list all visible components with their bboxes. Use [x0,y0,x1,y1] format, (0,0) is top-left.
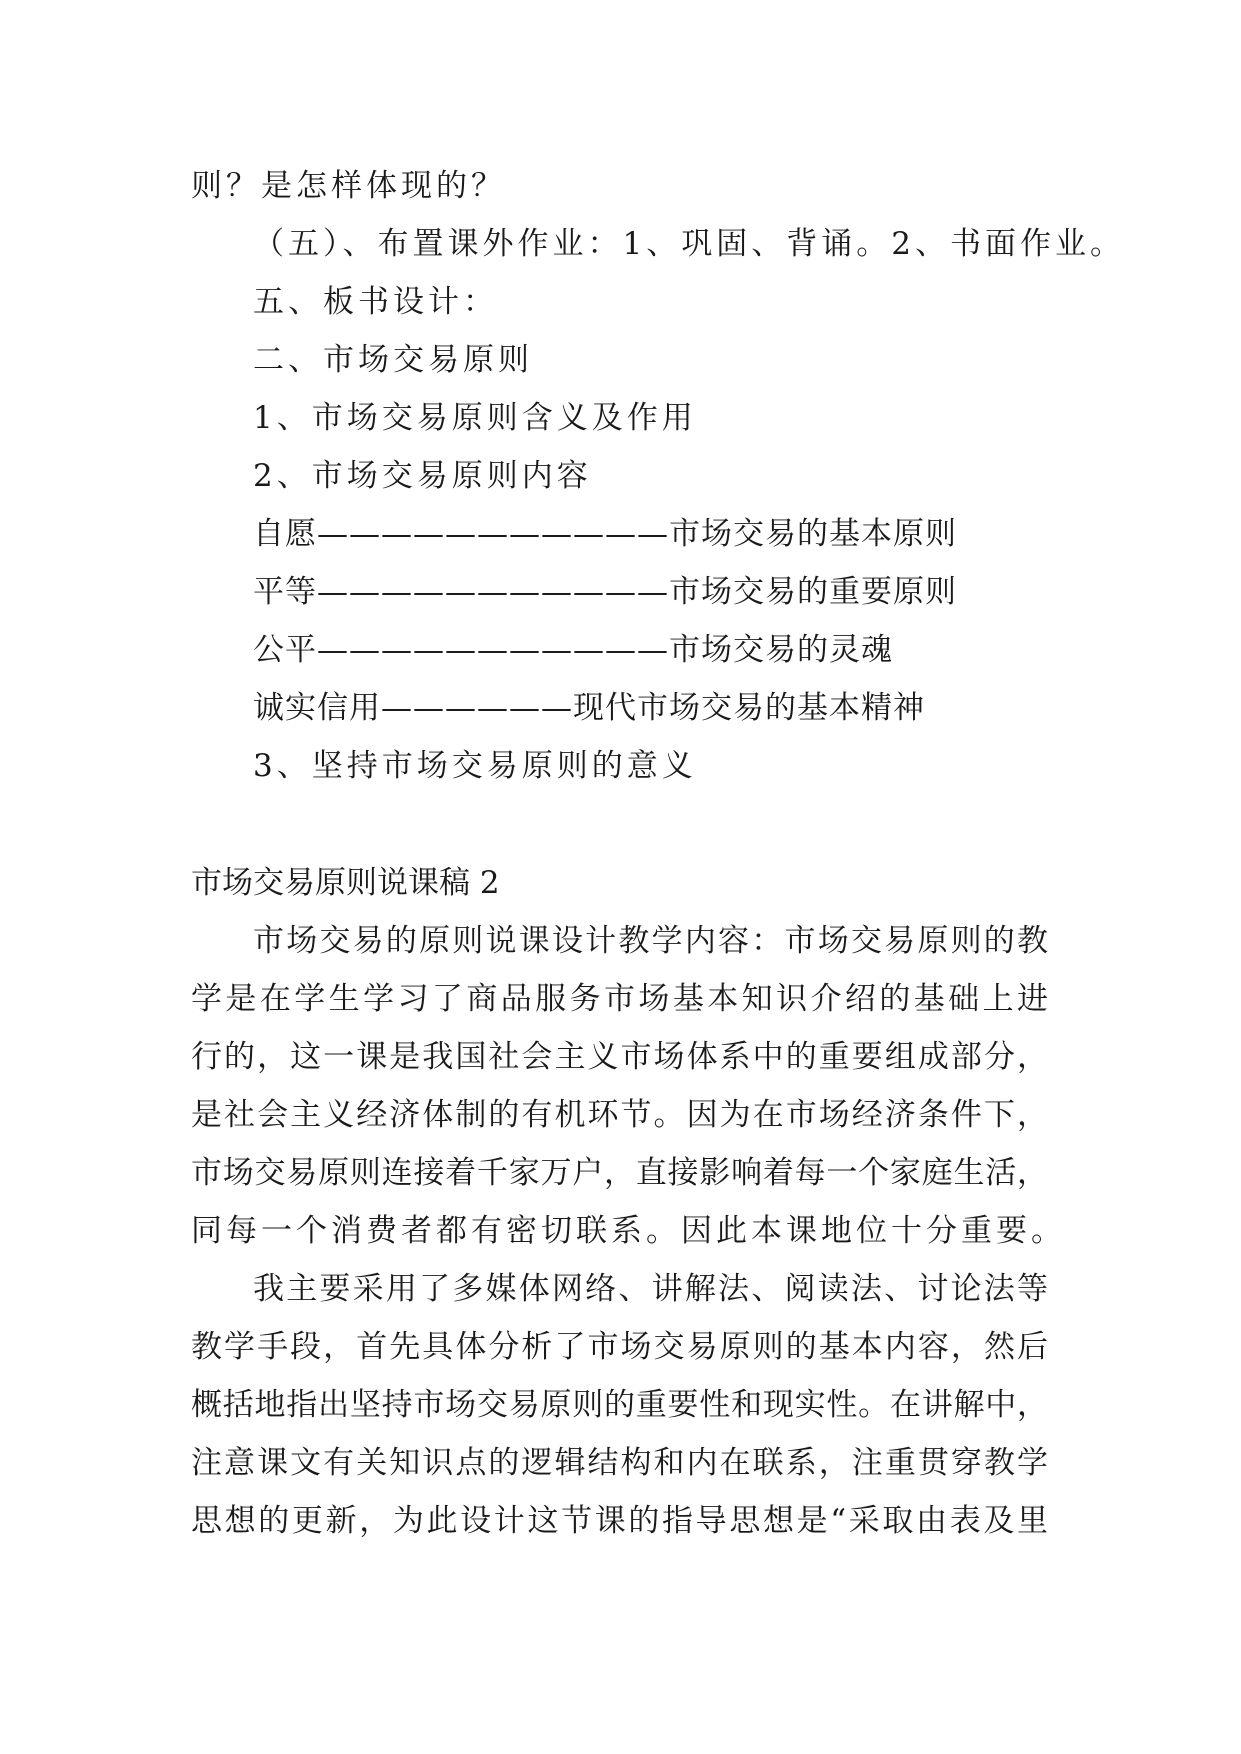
paragraph-line: 我主要采用了多媒体网络、讲解法、阅读法、讨论法等 [253,1271,1048,1307]
text-line: 二、市场交易原则 [253,342,533,378]
paragraph-line: 思想的更新，为此设计这节课的指导思想是“采取由表及里 [191,1503,1048,1539]
paragraph-line: 市场交易原则连接着千家万户，直接影响着每一个家庭生活， [191,1155,1048,1191]
paragraph-line: 学是在学生学习了商品服务市场基本知识介绍的基础上进 [191,981,1048,1017]
paragraph-line: 是社会主义经济体制的有机环节。因为在市场经济条件下， [191,1097,1048,1133]
paragraph-line: 市场交易的原则说课设计教学内容：市场交易原则的教 [253,923,1048,959]
text-line: 平等———————————市场交易的重要原则 [253,574,957,610]
paragraph-line: 注意课文有关知识点的逻辑结构和内在联系，注重贯穿教学 [191,1445,1048,1481]
section-heading: 五、板书设计： [253,284,498,320]
paragraph-line: 教学手段，首先具体分析了市场交易原则的基本内容，然后 [191,1329,1048,1365]
paragraph-line: 概括地指出坚持市场交易原则的重要性和现实性。在讲解中， [191,1387,1048,1423]
text-line: 3、坚持市场交易原则的意义 [253,748,697,784]
paragraph-line: 同每一个消费者都有密切联系。因此本课地位十分重要。 [191,1213,1066,1249]
text-line: 自愿———————————市场交易的基本原则 [253,516,957,552]
text-line: 则？是怎样体现的？ [191,168,506,204]
paragraph-line: 行的，这一课是我国社会主义市场体系中的重要组成部分， [191,1039,1048,1075]
text-line: 1、市场交易原则含义及作用 [253,400,697,436]
text-line: 诚实信用——————现代市场交易的基本精神 [253,690,925,726]
text-line: （五）、布置课外作业：1、巩固、背诵。2、书面作业。 [253,226,1125,262]
section-title: 市场交易原则说课稿 2 [191,865,500,901]
text-line: 2、市场交易原则内容 [253,458,592,494]
text-line: 公平———————————市场交易的灵魂 [253,632,893,668]
